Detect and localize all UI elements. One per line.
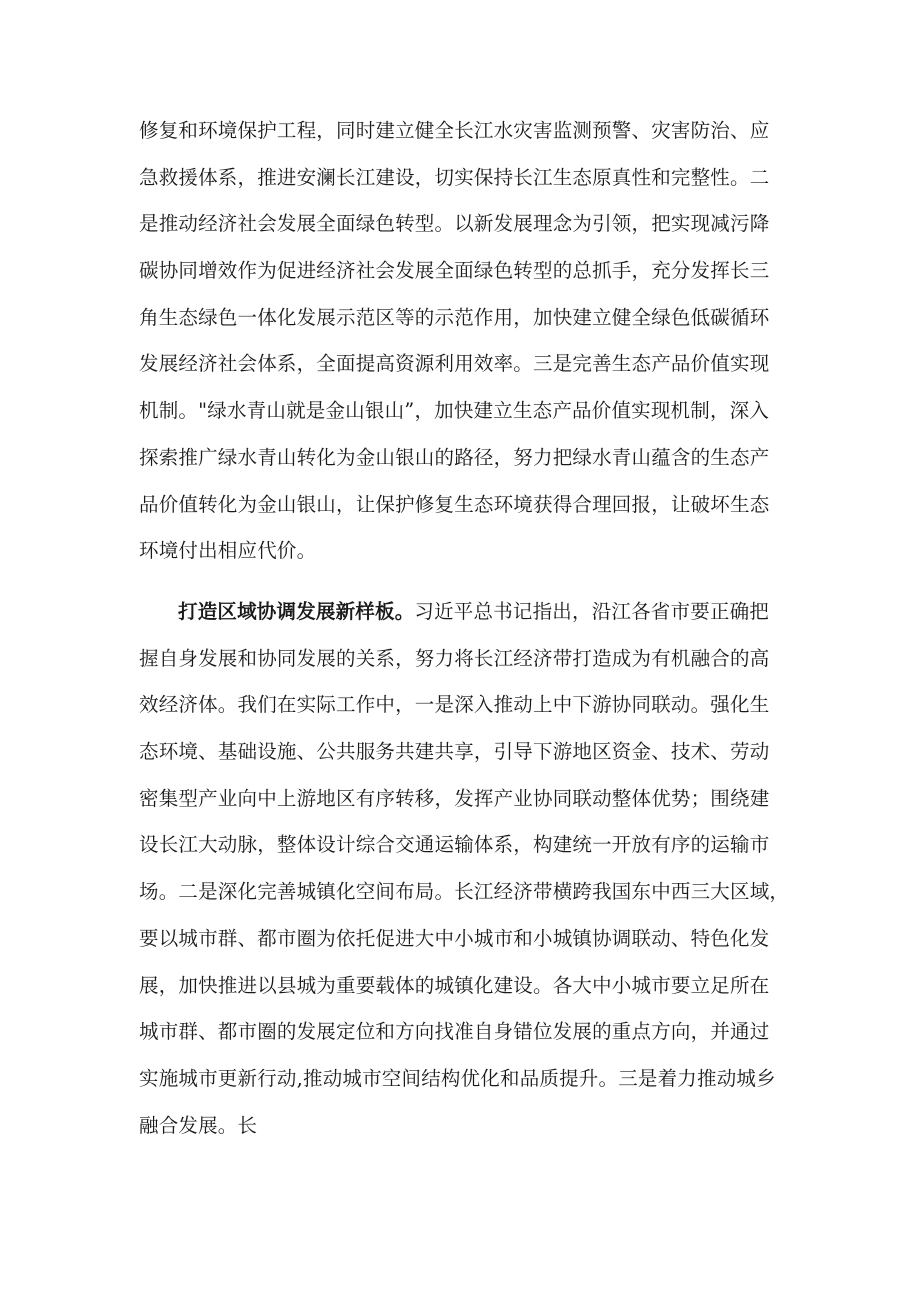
paragraph-line: 密集型产业向中上游地区有序转移，发挥产业协同联动整体优势；围绕建: [139, 786, 770, 810]
paragraph-lead-heading: 打造区域协调发展新样板。: [178, 600, 415, 623]
paragraph-line: 品价值转化为金山银山，让保护修复生态环境获得合理回报，让破坏生态: [139, 492, 770, 516]
paragraph-line: 设长江大动脉，整体设计综合交通运输体系，构建统一开放有序的运输市: [139, 833, 770, 857]
paragraph-line: 是推动经济社会发展全面绿色转型。以新发展理念为引领，把实现减污降: [139, 212, 770, 236]
paragraph-line: 融合发展。长: [139, 1113, 258, 1137]
paragraph-line: 角生态绿色一体化发展示范区等的示范作用，加快建立健全绿色低碳循环: [139, 305, 770, 329]
paragraph-line: 修复和环境保护工程，同时建立健全长江水灾害监测预警、灾害防治、应: [139, 119, 770, 142]
paragraph-line: 效经济体。我们在实际工作中，一是深入推动上中下游协同联动。强化生: [139, 693, 770, 717]
paragraph-line: 发展经济社会体系，全面提高资源利用效率。三是完善生态产品价值实现: [139, 352, 770, 376]
paragraph-ecology: [139, 108, 799, 575]
paragraph-line-rest: 习近平总书记指出，沿江各省市要正确把: [414, 600, 770, 623]
paragraph-line: 机制。"绿水青山就是金山银山”，加快建立生态产品价值实现机制，深入: [139, 399, 770, 423]
paragraph-regional-coordination: [139, 589, 799, 1149]
paragraph-line: 展，加快推进以县城为重要载体的城镇化建设。各大中小城市要立足所在: [139, 973, 770, 997]
paragraph-line: 握自身发展和协同发展的关系，努力将长江经济带打造成为有机融合的高: [139, 646, 770, 670]
paragraph-line: 城市群、都市圈的发展定位和方向找准自身错位发展的重点方向，并通过: [139, 1020, 770, 1044]
paragraph-line: 探索推广绿水青山转化为金山银山的路径，努力把绿水青山蕴含的生态产: [139, 445, 770, 469]
paragraph-line: 环境付出相应代价。: [139, 539, 317, 563]
paragraph-line: 态环境、基础设施、公共服务共建共享，引导下游地区资金、技术、劳动: [139, 740, 770, 764]
paragraph-line: 要以城市群、都市圈为依托促进大中小城市和小城镇协调联动、特色化发: [139, 926, 770, 950]
paragraph-first-line: [139, 589, 799, 636]
paragraph-line: 场。二是深化完善城镇化空间布局。长江经济带横跨我国东中西三大区域，: [139, 880, 790, 904]
paragraph-line: 急救援体系，推进安澜长江建设，切实保持长江生态原真性和完整性。二: [139, 165, 770, 189]
paragraph-line: 碳协同增效作为促进经济社会发展全面绿色转型的总抓手，充分发挥长三: [139, 259, 770, 283]
paragraph-line: 实施城市更新行动,推动城市空间结构优化和品质提升。三是着力推动城乡: [139, 1066, 776, 1090]
